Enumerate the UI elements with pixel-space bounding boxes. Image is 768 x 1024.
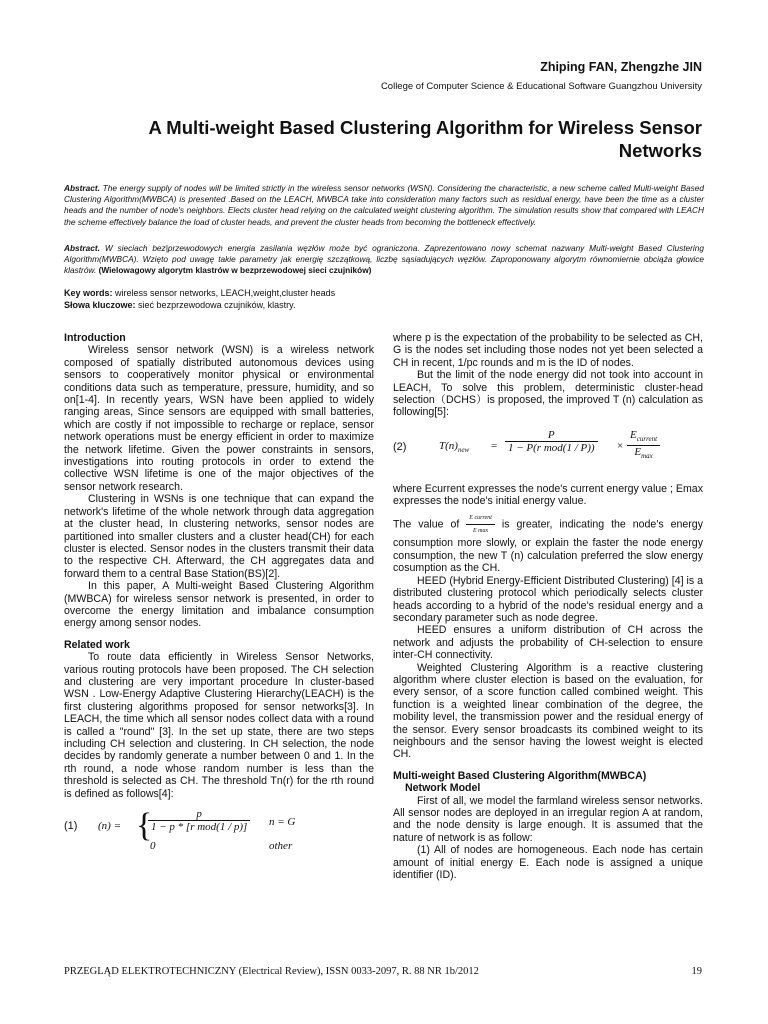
abstract-pl-text: W sieciach bez|przewodowych energia zasilania węzłów może być ograniczona. Zaprezentowano nowy schemat nazwany Multi-weight Based Clustering Algorithm(MWBCA). Wzięto pod uwagę takie parametry jak energię szczątkową, liczbę sąsiadujących węzłów. Zaproponowany algorytm równomiernie obciąża głowice klastrów. <box>64 243 704 276</box>
intro-paragraph-1: Wireless sensor network (WSN) is a wireless network composed of spatially distributed autonomous devices using sensors to cooperatively monitor physical or environmental conditions data such as temperature, pressure, humidity, and so on[1-4]. In recently years, WSN have been applied to widely ranging areas, Since sensors are equipped with small batteries, which are costly if not impossible to recharge or replace, sensor network operations must be energy efficient in order to maximize the network lifetime. Given the power constraints in sensors, investigations into routing protocols in order to extend the collective WSN lifetime is one of the major objectives of the sensor network research. <box>64 344 374 493</box>
inline-ratio-bottom: E max <box>473 528 489 535</box>
right-paragraph-5: HEED (Hybrid Energy-Efficient Distributed Clustering) [4] is a distributed clustering protocol which periodically selects cluster heads according to a hybrid of the node's residual energy and a secondary parameter such as node degree. <box>393 574 703 624</box>
equation-2-numerator: P <box>505 429 598 442</box>
equation-2-lhs-text: T(n) <box>439 439 458 452</box>
affiliation: College of Computer Science & Educational Software Guangzhou University <box>380 81 702 92</box>
keywords-en: wireless sensor networks, LEACH,weight,cluster heads <box>115 288 336 298</box>
right-paragraph-3: where Ecurrent expresses the node's current energy value ; Emax expresses the node's initial energy value. <box>393 482 703 508</box>
right-paragraph-4 <box>393 512 703 575</box>
paper-title: A Multi-weight Based Clustering Algorithm for Wireless Sensor Networks <box>148 117 702 161</box>
value-of-label: The value of <box>393 518 460 531</box>
equation-2 <box>393 427 703 471</box>
right-paragraph-8: First of all, we model the farmland wireless sensor networks. All sensor nodes are deployed in an irregular region A at random, and the node density is large enough. It is assumed that the nature of network is as follow: <box>393 794 703 844</box>
abstract-pl-title: (Wielowagowy algorytm klastrów w bezprzewodowej sieci czujników) <box>98 265 372 276</box>
keywords-pl: sieć bezprzewodowa czujników, klastry. <box>138 299 296 310</box>
abstract-label: Abstract. <box>64 183 100 193</box>
mwbca-heading: Multi-weight Based Clustering Algorithm(MWBCA) <box>393 769 647 782</box>
equation-2-emax-sub: max <box>641 452 653 461</box>
keywords-en-label: Key words: <box>64 288 113 298</box>
related-paragraph-1: To route data efficiently in Wireless Sensor Networks, various routing protocols have been proposed. The CH selection and clustering are very important procedure In cluster-based WSN . Low-Energy Adaptive Clustering Hierarchy(LEACH) is the first clustering algorithms proposed for sensor networks[3]. In LEACH, the time which all sensor nodes collect data with a round is called a "round" [3]. In the set up state, there are two steps including CH selection and clustering. In CH selection, the node decides by randomly generate a number between 0 and 1. In the rth round, a node whose random number is less than the threshold is selected as CH. The threshold Tn(r) for the rth round is defined as follows[4]: <box>64 651 374 800</box>
value-of-text: is greater, indicating the node's energy consumption more slowly, or explain the faster the node energy consumption, the new T (n) calculation preferred the slow energy cosumption as the CH. <box>393 518 703 575</box>
equation-1 <box>64 806 374 852</box>
intro-paragraph-3: In this paper, A Multi-weight Based Clustering Algorithm (MWBCA) for wireless sensor network is presented, in order to overcome the energy limitation and imbalance consumption energy among sensor nodes. <box>64 580 374 630</box>
equation-2-lhs <box>439 440 469 457</box>
right-paragraph-9: (1) All of nodes are homogeneous. Each node has certain amount of initial energy E. Each node is assigned a unique identifier (ID). <box>393 844 703 882</box>
equation-2-equals: = <box>491 439 498 452</box>
equation-2-times: × <box>617 439 624 452</box>
right-paragraph-6: HEED ensures a uniform distribution of CH across the network and adjusts the probability of CH-selection to ensure inter-CH connectivity. <box>393 624 703 662</box>
equation-1-numerator: p <box>148 808 250 821</box>
equation-1-denominator: 1 − p * [r mod(1 / p)] <box>151 821 248 834</box>
right-paragraph-1: where p is the expectation of the probability to be selected as CH, G is the nodes set including those nodes not yet been selected a CH in recent, 1/pc rounds and m is the ID of nodes. <box>393 332 703 369</box>
equation-2-ecurrent-sub: current <box>636 435 658 444</box>
inline-energy-ratio <box>466 512 495 538</box>
right-paragraph-7: Weighted Clustering Algorithm is a reactive clustering algorithm where cluster election is based on the evaluation, for every sensor, of a score function called combined weight. This function is a weighted linear combination of the degree, the mobility level, the transmission power and the residual energy of the sensor. Every sensor broadcasts its combined weight to its neighbours and the sensor having the lowest weight is elected CH. <box>393 661 703 761</box>
equation-1-brace: { <box>136 807 153 845</box>
network-model-heading: Network Model <box>405 782 481 795</box>
inline-ratio-top: E current <box>466 512 495 525</box>
equation-2-denominator: 1 − P(r mod(1 / P)) <box>508 442 595 455</box>
equation-1-fraction <box>148 808 250 834</box>
equation-2-emax: E <box>634 446 642 459</box>
authors: Zhiping FAN, Zhengzhe JIN <box>540 60 702 74</box>
equation-1-lhs: (n) = <box>98 820 121 833</box>
abstract-polish <box>64 243 704 277</box>
equation-1-zero: 0 <box>150 840 156 853</box>
equation-1-condition-1: n = G <box>269 816 296 829</box>
equation-1-condition-2: other <box>269 840 293 853</box>
equation-2-lhs-sub: new <box>457 446 470 455</box>
intro-paragraph-2: Clustering in WSNs is one technique that can expand the network's lifetime of the whole network through data aggregation at the cluster head, In clustering networks, sensor nodes are partitioned into smaller clusters and a cluster head(CH) for each cluster is elected. Sensor nodes in the clusters transmit their data to the respective CH. Afterward, the CH aggregates data and forward them to a central Base Station(BS)[2]. <box>64 493 374 580</box>
abstract-text: The energy supply of nodes will be limited strictly in the wireless sensor networks (WSN). Considering the characteristic, a new scheme called Multi-weight Based Clustering Algorithm(MWBCA) is presented .Based on the LEACH, MWBCA take into consideration many factors such as residual energy, have been the time as a cluster heads and the number of node's neighbors. Elects cluster head relying on the calculated weight clustering algorithm. The simulation results show that compared with LEACH the scheme effectively balance the load of cluster heads, and prevent the cluster heads from becoming the bottleneck effectively. <box>64 183 704 227</box>
left-column <box>64 332 374 858</box>
equation-2-energy-ratio <box>627 429 660 463</box>
abstract-pl-label: Abstract. <box>64 243 100 253</box>
keywords <box>64 288 335 311</box>
journal-footer: PRZEGLĄD ELEKTROTECHNICZNY (Electrical Review), ISSN 0033-2097, R. 88 NR 1b/2012 <box>64 966 479 977</box>
right-paragraph-2: But the limit of the node energy did not took into account in LEACH, To solve this problem, deterministic cluster-head selection（DCHS）is proposed, the improved T (n) calculation as following[5]: <box>393 369 703 419</box>
equation-2-fraction <box>505 429 598 455</box>
abstract-english <box>64 183 704 228</box>
page-number: 19 <box>691 966 702 977</box>
equation-2-number: (2) <box>393 440 407 453</box>
equation-2-ecurrent: E <box>630 428 637 441</box>
keywords-pl-label: Słowa kluczowe: <box>64 299 136 310</box>
introduction-heading: Introduction <box>64 332 126 344</box>
related-work-heading: Related work <box>64 638 130 651</box>
right-column <box>393 332 703 881</box>
equation-1-number: (1) <box>64 820 78 833</box>
